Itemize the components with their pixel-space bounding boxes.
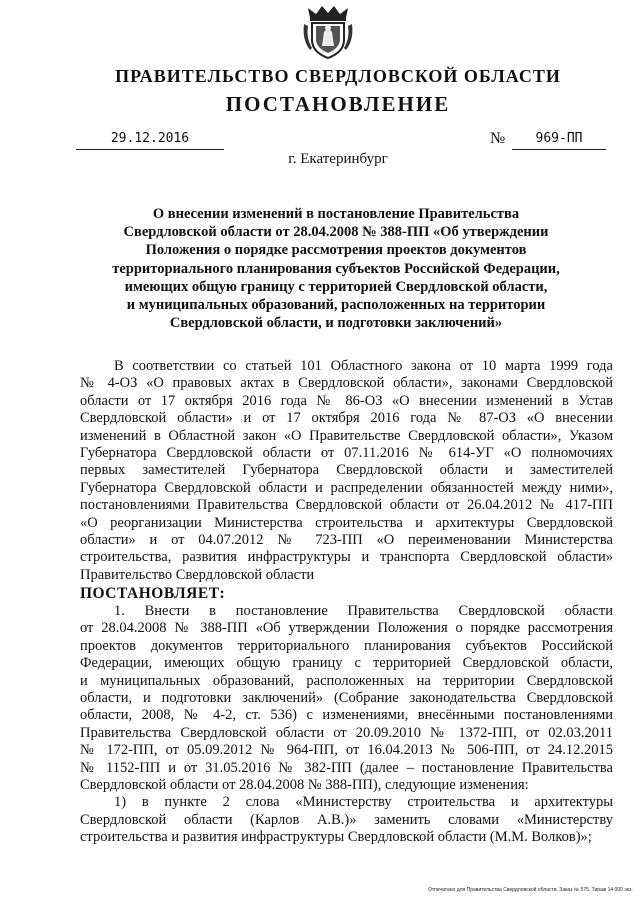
body-line: В соответствии со статьей 101 Областного закона от 10 марта 1999 года [114, 358, 613, 374]
body-line: «О реорганизации Министерства строительства и архитектуры Свердловской [80, 514, 613, 531]
title-line: Свердловской области от 28.04.2008 № 388-ПП «Об утверждении [123, 224, 549, 241]
body-line: Свердловской области от 28.04.2008 № 388-ПП), следующие изменения: [80, 776, 529, 793]
body-line: области, 2008, № 4-2, ст. 536) с изменениями, внесёнными постановлениями [80, 707, 613, 724]
body-line: строительства и развития инфраструктуры Свердловской области (М.М. Волков)»; [80, 829, 592, 846]
item-1 [80, 603, 613, 794]
body-line: области» и от 04.07.2012 № 723-ПП «О переименовании Министерства [80, 531, 613, 548]
title-line: и муниципальных образований, расположенных на территории [126, 297, 546, 314]
coat-of-arms-icon [302, 4, 354, 60]
body-line: Правительство Свердловской области [80, 566, 315, 583]
subitem-1 [80, 794, 613, 846]
title-line: О внесении изменений в постановление Правительства [152, 206, 520, 222]
city: г. Екатеринбург [288, 151, 388, 167]
document-type: ПОСТАНОВЛЕНИЕ [225, 92, 451, 116]
preamble [80, 358, 613, 584]
title-line: Свердловской области, и подготовки заключений» [169, 315, 503, 332]
body-line: области, и подготовки заключений» (Собрание законодательства Свердловской [80, 690, 613, 707]
title-line: Положения о порядке рассмотрения проектов документов [145, 242, 527, 259]
body-line: от 28.04.2008 № 388-ПП «Об утверждении Положения о порядке рассмотрения [80, 620, 613, 637]
document-body [80, 358, 613, 847]
body-line: Свердловской области» и от 17 октября 2016 года № 87-ОЗ «О внесении [80, 410, 613, 427]
body-line: проектов документов территориального планирования субъектов Российской [80, 637, 613, 654]
body-line: № 4-ОЗ «О правовых актах в Свердловской области», законами Свердловской [80, 375, 613, 392]
number-label: № [490, 130, 506, 147]
body-line: области от 17 октября 2016 года № 86-ОЗ «О внесении изменений в Устав [80, 392, 613, 409]
document-number: 969-ПП [512, 131, 606, 150]
body-line: Губернатора Свердловской области от 07.11.2016 № 614-УГ «О полномочиях [80, 444, 613, 461]
body-line: № 1152-ПП и от 31.05.2016 № 382-ПП (далее – постановление Правительства [80, 759, 613, 776]
document-title [86, 205, 586, 332]
title-line: территориального планирования субъектов Российской Федерации, [112, 260, 560, 277]
body-line: № 172-ПП, от 05.09.2012 № 964-ПП, от 16.04.2013 № 506-ПП, от 24.12.2015 [80, 742, 613, 759]
body-line: Губернатора Свердловской области и распределении обязанностей между ними», [80, 479, 613, 496]
print-footer: Отпечатано для Правительства Свердловской области. Заказ № 575. Тираж 14 000 экз. [428, 887, 633, 893]
body-line: первых заместителей Губернатора Свердловской области и заместителей [80, 462, 613, 479]
government-name: ПРАВИТЕЛЬСТВО СВЕРДЛОВСКОЙ ОБЛАСТИ [115, 66, 561, 86]
body-line: строительства, развития инфраструктуры и транспорта Свердловской области» [80, 549, 613, 566]
body-line: Правительства Свердловской области от 20.09.2010 № 1372-ПП, от 02.03.2011 [80, 724, 613, 741]
resolves-heading: ПОСТАНОВЛЯЕТ: [80, 585, 226, 603]
title-line: имеющих общую границу с территорией Свердловской области, [124, 278, 548, 295]
body-line: Федерации, имеющих общую границу с территорией Свердловской области, [80, 655, 613, 672]
body-line: 1. Внести в постановление Правительства Свердловской области [114, 603, 613, 620]
body-line: и муниципальных образований, расположенных на территории Свердловской [80, 672, 613, 689]
document-date: 29.12.2016 [76, 131, 224, 150]
body-line: постановлениями Правительства Свердловской области от 26.04.2012 № 417-ПП [80, 497, 613, 514]
body-line: Свердловской области (Карлов А.В.)» заменить словами «Министерству [80, 811, 613, 828]
body-line: изменений в Областной закон «О Правительстве Свердловской области», Указом [80, 427, 613, 444]
body-line: 1) в пункте 2 слова «Министерству строительства и архитектуры [114, 794, 613, 811]
